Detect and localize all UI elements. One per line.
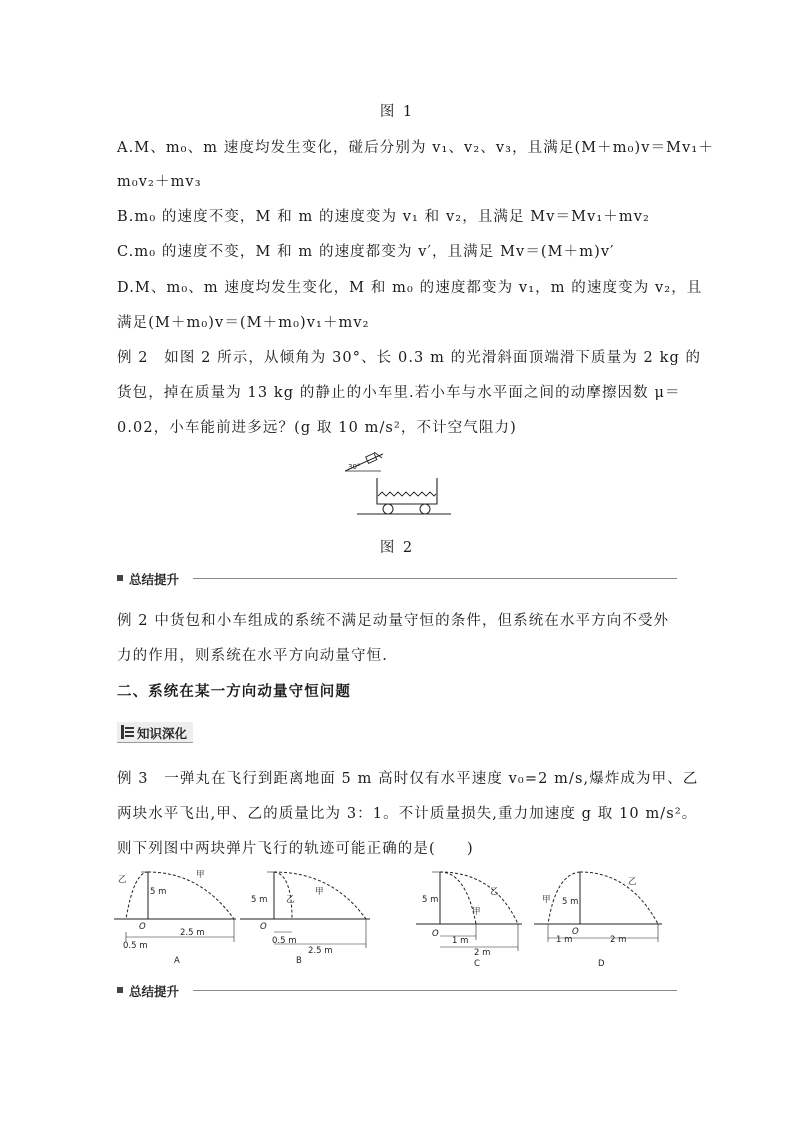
bars-icon (121, 725, 134, 739)
cart-body (377, 478, 437, 504)
summary-dots-icon (117, 575, 123, 581)
summary-rule (193, 578, 677, 579)
cart-load (378, 492, 436, 496)
section-2-heading: 二、系统在某一方向动量守恒问题 (117, 684, 351, 700)
cart-wheel-left (383, 504, 393, 514)
svg-text:5 m: 5 m (251, 895, 268, 905)
svg-text:O: O (260, 922, 267, 932)
svg-text:甲: 甲 (542, 895, 551, 905)
figure-2-caption: 图 2 (379, 540, 415, 556)
svg-text:D: D (598, 959, 605, 969)
summary-text-line-1: 例 2 中货包和小车组成的系统不满足动量守恒的条件，但系统在水平方向不受外 (117, 613, 670, 629)
svg-text:乙: 乙 (286, 895, 295, 905)
summary-bar-1 (117, 570, 677, 586)
svg-text:甲: 甲 (196, 870, 205, 880)
svg-text:乙: 乙 (118, 875, 127, 885)
svg-text:1 m: 1 m (556, 935, 573, 945)
svg-text:2 m: 2 m (610, 935, 627, 945)
option-a-line-1: A.M、m₀、m 速度均发生变化，碰后分别为 v₁、v₂、v₃，且满足(M＋m₀)v＝Mv₁＋ (117, 140, 714, 156)
diagram-d (534, 872, 662, 969)
svg-text:1 m: 1 m (452, 936, 469, 946)
svg-text:0.5 m: 0.5 m (272, 936, 297, 946)
example-3-line-2: 两块水平飞出,甲、乙的质量比为 3：1。不计质量损失,重力加速度 g 取 10 m/s²。 (117, 806, 698, 822)
package-block (366, 453, 377, 463)
example-2-line-3: 0.02，小车能前进多远？(g 取 10 m/s²，不计空气阻力) (117, 420, 517, 436)
option-c: C.m₀ 的速度不变，M 和 m 的速度都变为 v′，且满足 Mv＝(M＋m)v′ (117, 244, 615, 260)
option-b: B.m₀ 的速度不变，M 和 m 的速度变为 v₁ 和 v₂，且满足 Mv＝Mv₁＋mv₂ (117, 209, 650, 225)
svg-text:2.5 m: 2.5 m (180, 928, 205, 938)
figure-1-caption: 图 1 (379, 104, 415, 120)
svg-text:甲: 甲 (472, 907, 481, 917)
summary-label: 总结提升 (129, 572, 180, 587)
svg-text:2 m: 2 m (474, 948, 491, 958)
summary-text-line-2: 力的作用，则系统在水平方向动量守恒. (117, 648, 388, 664)
option-a-line-2: m₀v₂＋mv₃ (117, 174, 202, 190)
diagram-b (240, 872, 370, 966)
knowledge-tag-label: 知识深化 (137, 726, 188, 741)
knowledge-tag (117, 722, 193, 743)
svg-text:0.5 m: 0.5 m (123, 941, 148, 951)
svg-text:O: O (572, 927, 579, 937)
trajectory-diagrams (110, 862, 670, 972)
svg-text:O: O (139, 922, 146, 932)
example-3-line-3: 则下列图中两块弹片飞行的轨迹可能正确的是( ) (117, 841, 474, 857)
svg-text:2.5 m: 2.5 m (308, 946, 333, 956)
svg-text:O: O (432, 929, 439, 939)
example-2-line-1: 例 2 如图 2 所示，从倾角为 30°、长 0.3 m 的光滑斜面顶端滑下质量为 2 kg 的 (117, 350, 702, 366)
example-3-line-1: 例 3 一弹丸在飞行到距离地面 5 m 高时仅有水平速度 v₀=2 m/s,爆炸成为甲、乙 (117, 771, 699, 787)
svg-text:5 m: 5 m (150, 887, 167, 897)
option-d-line-1: D.M、m₀、m 速度均发生变化，M 和 m₀ 的速度都变为 v₁，m 的速度变为 v₂，且 (117, 280, 703, 296)
svg-text:A: A (174, 956, 180, 966)
summary-bar-2 (117, 982, 677, 998)
diagram-c (416, 872, 522, 969)
option-d-line-2: 满足(M＋m₀)v＝(M＋m₀)v₁＋mv₂ (117, 315, 370, 331)
svg-text:乙: 乙 (490, 887, 499, 897)
angle-label: 30° (348, 463, 361, 471)
cart-wheel-right (420, 504, 430, 514)
svg-text:5 m: 5 m (562, 897, 579, 907)
svg-text:甲: 甲 (315, 887, 324, 897)
summary-label: 总结提升 (129, 984, 180, 999)
example-2-line-2: 货包，掉在质量为 13 kg 的静止的小车里.若小车与水平面之间的动摩擦因数 μ＝ (117, 385, 681, 401)
svg-text:5 m: 5 m (422, 895, 439, 905)
summary-rule (193, 990, 677, 991)
summary-dots-icon (117, 987, 123, 993)
svg-text:C: C (474, 959, 480, 969)
diagram-a (114, 870, 236, 966)
figure-2-cart-diagram (345, 452, 455, 520)
svg-text:B: B (296, 956, 302, 966)
svg-text:乙: 乙 (628, 877, 637, 887)
